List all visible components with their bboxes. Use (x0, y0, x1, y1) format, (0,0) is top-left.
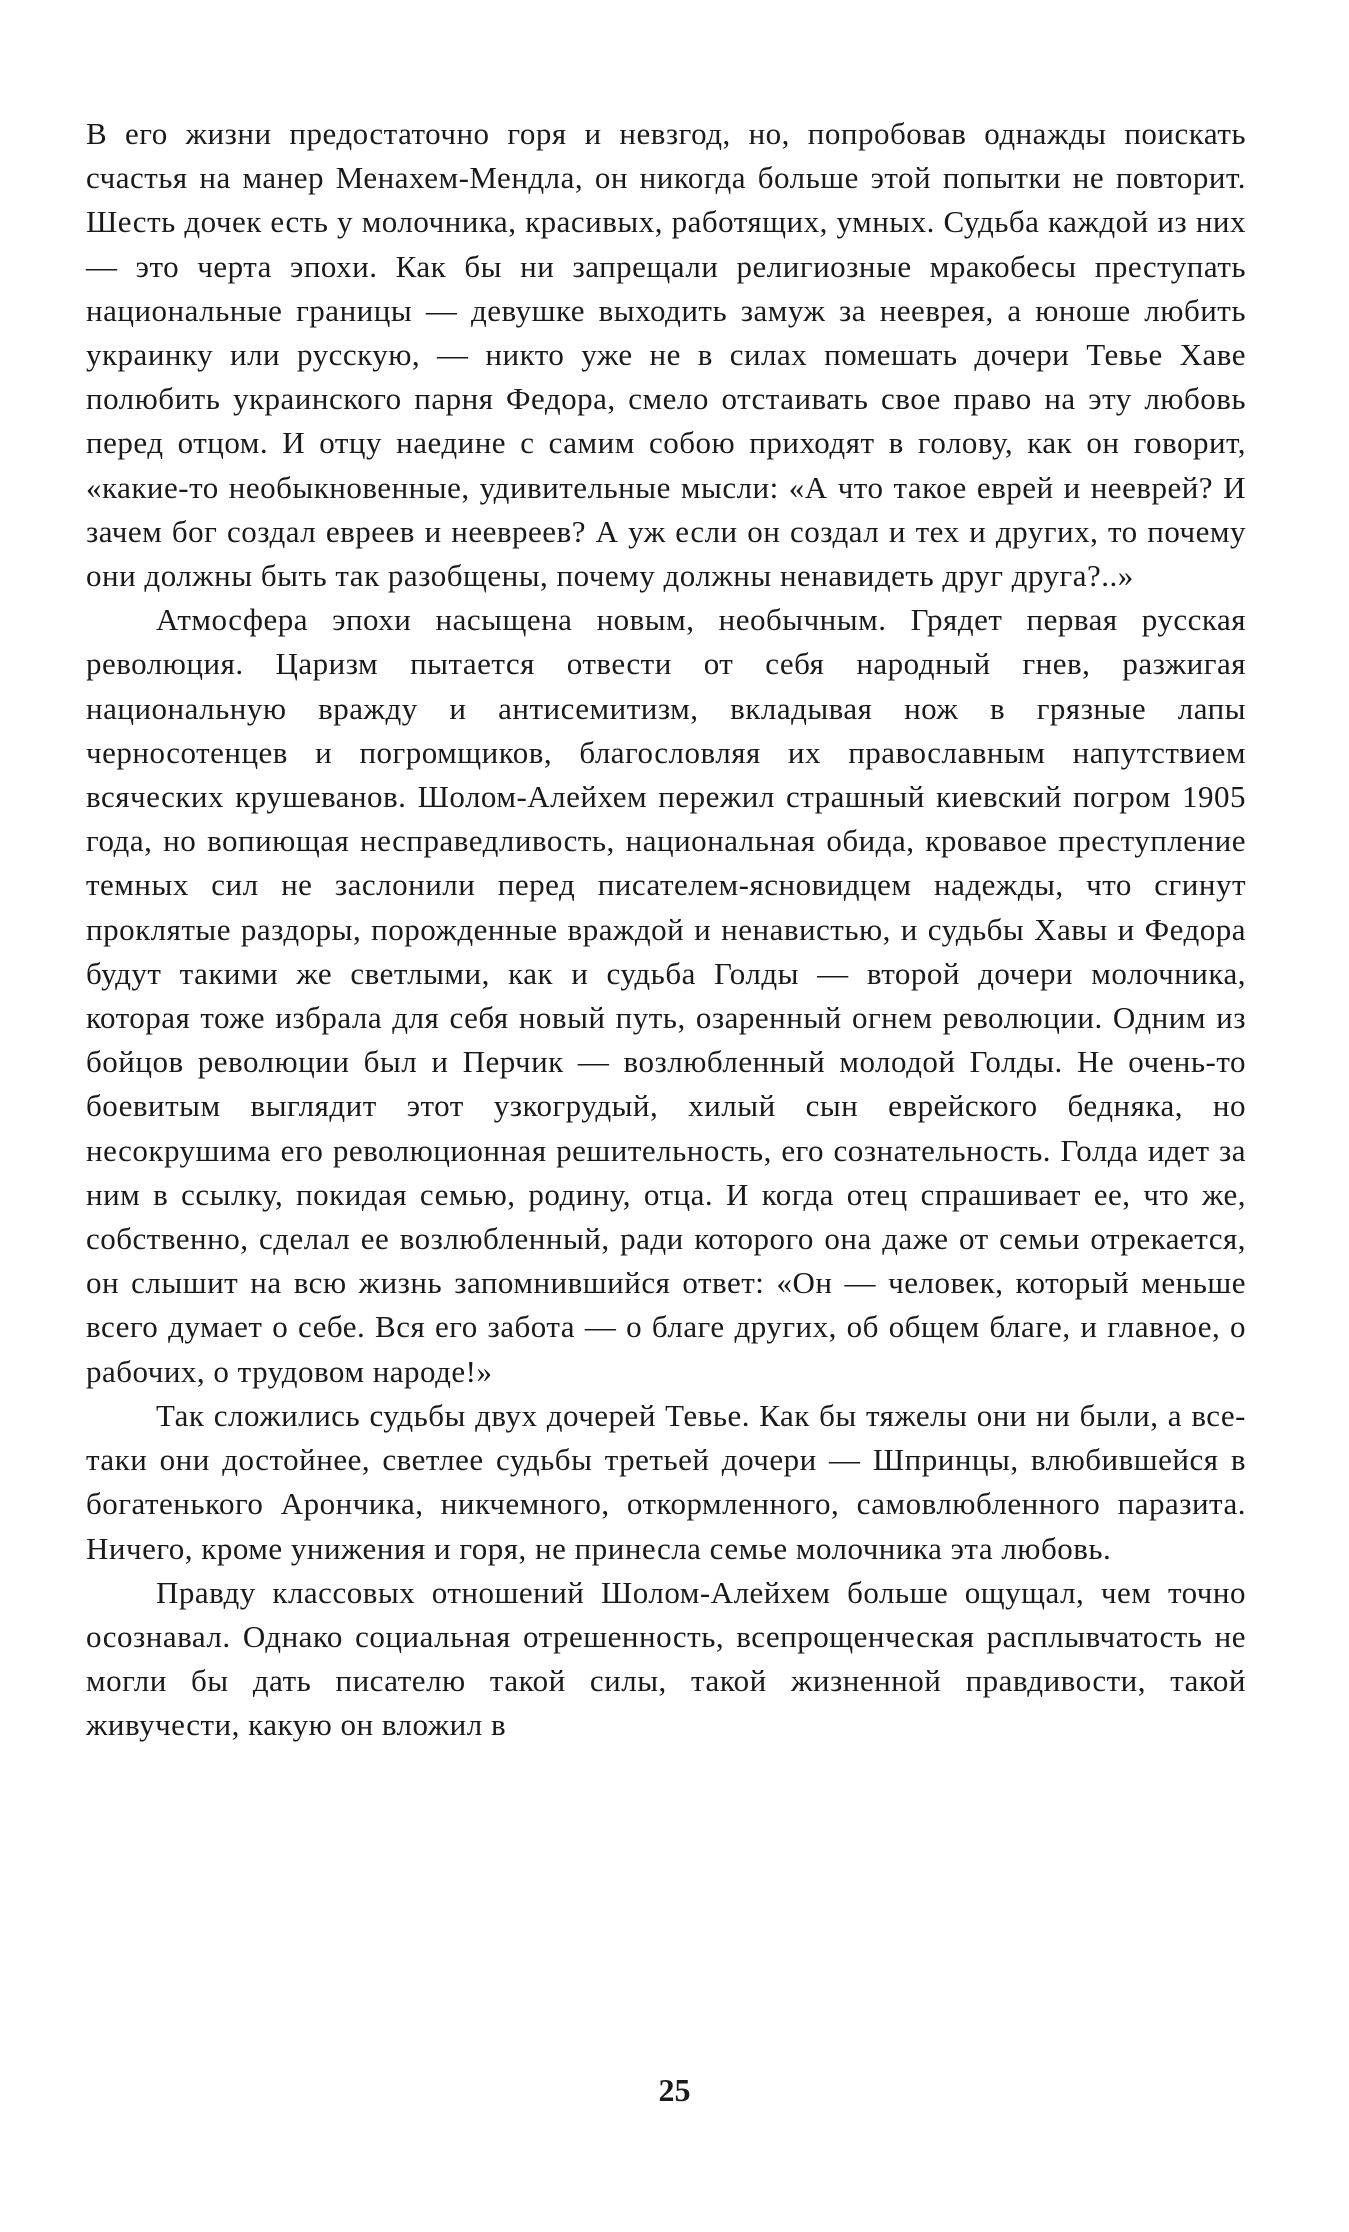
paragraph-1: В его жизни предостаточно горя и невзгод, но, попробовав однажды поискать счастья на манер Менахем-Мендла, он никогда больше этой попытки не повторит. Шесть дочек есть у молочника, красивых, работящих, умных. Судьба каждой из них — это черта эпохи. Как бы ни запрещали религиозные мракобесы преступать национальные границы — девушке выходить замуж за нееврея, а юноше любить украинку или русскую, — никто уже не в силах помешать дочери Тевье Хаве полюбить украинского парня Федора, смело отстаивать свое право на эту любовь перед отцом. И отцу наедине с самим собою приходят в голову, как он говорит, «какие-то необыкновенные, удивительные мысли: «А что такое еврей и нееврей? И зачем бог создал евреев и неевреев? А уж если он создал и тех и других, то почему они должны быть так разобщены, почему должны ненавидеть друг друга?..» (86, 116, 1246, 594)
paragraph-3: Так сложились судьбы двух дочерей Тевье. Как бы тяжелы они ни были, а все-таки они достойнее, светлее судьбы третьей дочери — Шпринцы, влюбившейся в богатенького Арончика, никчемного, откормленного, самовлюбленного паразита. Ничего, кроме унижения и горя, не принесла семье молочника эта любовь. (86, 1397, 1246, 1566)
page-number: 25 (658, 2072, 691, 2108)
paragraph-2: Атмосфера эпохи насыщена новым, необычным. Грядет первая русская революция. Царизм пытается отвести от себя народный гнев, разжигая национальную вражду и антисемитизм, вкладывая нож в грязные лапы черносотенцев и погромщиков, благословляя их православным напутствием всяческих крушеванов. Шолом-Алейхем пережил страшный киевский погром 1905 года, но вопиющая несправедливость, национальная обида, кровавое преступление темных сил не заслонили перед писателем-ясновидцем надежды, что сгинут проклятые раздоры, порожденные враждой и ненавистью, и судьбы Хавы и Федора будут такими же светлыми, как и судьба Голды — второй дочери молочника, которая тоже избрала для себя новый путь, озаренный огнем революции. Одним из бойцов революции был и Перчик — возлюбленный молодой Голды. Не очень-то боевитым выглядит этот узкогрудый, хилый сын еврейского бедняка, но несокрушима его революционная решительность, его сознательность. Голда идет за ним в ссылку, покидая семью, родину, отца. И когда отец спрашивает ее, что же, собственно, сделал ее возлюбленный, ради которого она даже от семьи отрекается, он слышит на всю жизнь запомнившийся ответ: «Он — человек, который меньше всего думает о себе. Вся его забота — о благе других, об общем благе, и главное, о рабочих, о трудовом народе!» (86, 602, 1246, 1389)
document-body (86, 112, 1246, 1748)
paragraph-4: Правду классовых отношений Шолом-Алейхем больше ощущал, чем точно осознавал. Однако социальная отрешенность, всепрощенческая расплывчатость не могли бы дать писателю такой силы, такой жизненной правдивости, такой живучести, какую он вложил в (86, 1574, 1246, 1743)
